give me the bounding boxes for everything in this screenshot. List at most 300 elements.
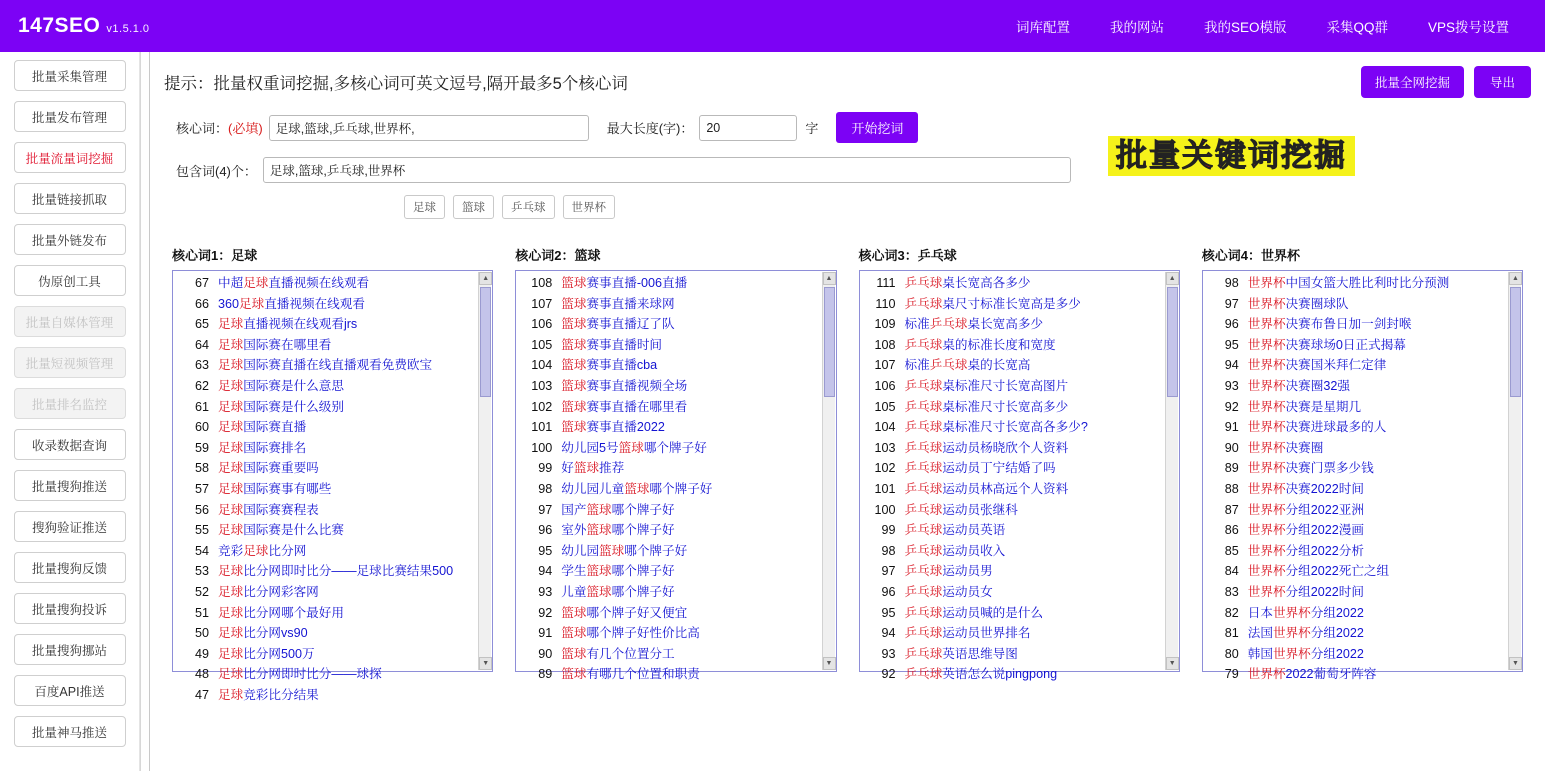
export-button[interactable]: 导出 [1474,66,1531,98]
keyword-row[interactable] [518,397,821,418]
keyword-highlight: 乒乓球 [904,378,943,393]
keyword-highlight: 世界杯 [1272,646,1311,661]
scroll-up-icon-3[interactable]: ▲ [1509,272,1522,285]
keyword-highlight: 世界杯 [1247,481,1286,496]
keyword-row[interactable] [175,273,478,294]
keyword-row[interactable] [1205,294,1508,315]
keyword-text: 乒乓球桌尺寸标准长宽高是多少 [904,296,1081,311]
keyword-text: 乒乓球运动员林高远个人资料 [904,481,1069,496]
result-column-1 [515,245,836,682]
keyword-highlight: 足球 [218,523,244,538]
keyword-row[interactable] [1205,603,1508,624]
keyword-highlight: 足球 [218,317,244,332]
keyword-highlight: 足球 [218,605,244,620]
keyword-highlight: 篮球 [618,440,644,455]
keyword-index: 53 [194,564,209,579]
keyword-text: 足球国际赛排名 [218,440,307,455]
keyword-row[interactable] [518,582,821,603]
keyword-text: 国产篮球哪个牌子好 [561,502,675,517]
keyword-row[interactable] [175,397,478,418]
keyword-row[interactable] [175,500,478,521]
keyword-row[interactable] [175,438,478,459]
keyword-row[interactable] [1205,376,1508,397]
keyword-text: 乒乓球桌长宽高各多少 [904,276,1031,290]
keyword-highlight: 乒乓球 [904,564,943,579]
keyword-row[interactable] [175,685,478,706]
sidebar-item-7: 批量短视频管理 [14,347,126,378]
keyword-highlight: 世界杯 [1247,584,1286,599]
body-area [0,52,1545,771]
keyword-row[interactable] [518,603,821,624]
keyword-index: 103 [531,378,553,393]
keyword-row[interactable] [1205,500,1508,521]
keyword-row[interactable] [175,479,478,500]
keyword-highlight: 乒乓球 [904,543,943,558]
keyword-highlight: 足球 [218,584,244,599]
keyword-highlight: 乒乓球 [904,440,943,455]
keyword-highlight: 世界杯 [1247,317,1286,332]
keyword-row[interactable] [1205,644,1508,665]
keyword-text: 世界杯分组2022分析 [1247,543,1364,558]
keyword-highlight: 世界杯 [1272,626,1311,641]
keyword-row[interactable] [518,458,821,479]
sidebar-item-16[interactable]: 批量神马推送 [14,716,126,747]
keyword-index: 101 [874,481,896,496]
keyword-highlight: 乒乓球 [929,358,968,373]
keyword-highlight: 篮球 [561,317,587,332]
keyword-row[interactable] [518,520,821,541]
keyword-row[interactable] [862,582,1165,603]
sidebar-item-14[interactable]: 批量搜狗挪站 [14,634,126,665]
keyword-index: 58 [194,461,209,476]
keyword-row[interactable] [862,520,1165,541]
keyword-row[interactable] [862,603,1165,624]
keyword-index: 94 [538,564,553,579]
listbox-inner-2 [862,273,1165,682]
scroll-down-icon-2[interactable]: ▼ [1166,657,1179,670]
sidebar-item-2[interactable]: 批量流量词挖掘 [14,142,126,173]
keyword-text: 篮球赛事直播2022 [561,420,665,435]
keyword-text: 世界杯决赛球场0日正式揭幕 [1247,337,1406,352]
keyword-row[interactable] [175,335,478,356]
keyword-text: 足球比分网彩客网 [218,584,319,599]
keyword-index: 85 [1224,543,1239,558]
keyword-index: 94 [1224,358,1239,373]
keyword-row[interactable] [175,355,478,376]
keyword-row[interactable] [862,273,1165,294]
keyword-text: 世界杯决赛是星期几 [1247,399,1362,414]
keyword-highlight: 足球 [218,420,244,435]
brand-logo [18,14,150,38]
scroll-thumb-0[interactable] [480,287,491,397]
keyword-text: 世界杯决赛布鲁日加一剑封喉 [1247,317,1412,332]
keyword-text: 篮球哪个牌子好又便宜 [561,605,688,620]
tip-text: 提示：批量权重词挖掘,多核心词可英文逗号,隔开最多5个核心词 [164,75,628,93]
keyword-index: 95 [1224,337,1239,352]
include-words-label: 包含词(4)个： [176,163,257,179]
content-frame [149,52,1545,771]
scroll-up-icon-2[interactable]: ▲ [1166,272,1179,285]
keyword-row[interactable] [518,561,821,582]
column-title-2: 核心词3：乒乓球 [858,248,957,263]
keyword-index: 67 [194,276,209,290]
keyword-row[interactable] [1205,417,1508,438]
keyword-text: 篮球有哪几个位置和职责 [561,667,700,682]
keyword-highlight: 世界杯 [1247,543,1286,558]
keyword-row[interactable] [1205,561,1508,582]
keyword-index: 89 [1224,461,1239,476]
keyword-index: 109 [874,317,896,332]
sidebar-item-0[interactable]: 批量采集管理 [14,60,126,91]
keyword-row[interactable] [862,458,1165,479]
keyword-index: 93 [538,584,553,599]
core-keyword-input[interactable] [269,115,589,141]
main-panel [140,52,1545,771]
watermark-title: 批量关键词挖掘 [1108,136,1355,176]
nav-item-keyword-config[interactable]: 词库配置 [1015,20,1070,35]
keyword-text: 足球国际赛直播在线直播观看免费欧宝 [218,358,433,373]
keyword-row[interactable] [175,664,478,685]
keyword-row[interactable] [1205,623,1508,644]
sidebar-item-1[interactable]: 批量发布管理 [14,101,126,132]
nav-item-my-sites[interactable]: 我的网站 [1109,20,1164,35]
scrollbar-3[interactable] [1508,272,1521,670]
keyword-text: 世界杯决赛门票多少钱 [1247,461,1374,476]
keyword-index: 80 [1224,646,1239,661]
keyword-highlight: 世界杯 [1247,276,1286,290]
keyword-highlight: 篮球 [561,420,587,435]
keyword-row[interactable] [862,541,1165,562]
keyword-row[interactable] [1205,397,1508,418]
keyword-text: 韩国世界杯分组2022 [1247,646,1364,661]
keyword-highlight: 乒乓球 [904,337,943,352]
brand-version: v1.5.1.0 [106,23,150,35]
result-column-2 [858,245,1180,682]
scroll-up-icon-0[interactable]: ▲ [479,272,492,285]
result-column-3 [1201,245,1523,682]
keyword-highlight: 篮球 [599,543,625,558]
chip-1[interactable]: 篮球 [453,195,494,219]
keyword-row[interactable] [175,561,478,582]
keyword-text: 乒乓球运动员世界排名 [904,626,1031,641]
keyword-row[interactable] [518,417,821,438]
keyword-row[interactable] [518,355,821,376]
chip-3[interactable]: 世界杯 [563,195,616,219]
keyword-row[interactable] [175,644,478,665]
keyword-row[interactable] [1205,664,1508,685]
keyword-index: 106 [874,378,896,393]
core-keyword-label: 核心词：(必填) [176,121,263,136]
keyword-text: 篮球赛事直播辽了队 [561,317,675,332]
keyword-row[interactable] [862,355,1165,376]
keyword-highlight: 篮球 [586,564,612,579]
max-length-unit: 字 [805,121,819,136]
scroll-thumb-2[interactable] [1167,287,1178,397]
keyword-row[interactable] [518,541,821,562]
scrollbar-0[interactable] [478,272,491,670]
column-title-1: 核心词2：篮球 [515,248,601,263]
keyword-row[interactable] [518,376,821,397]
keyword-row[interactable] [1205,458,1508,479]
keyword-row[interactable] [175,520,478,541]
keyword-row[interactable] [862,294,1165,315]
keyword-highlight: 乒乓球 [904,584,943,599]
keyword-index: 64 [194,337,209,352]
scroll-down-icon-1[interactable]: ▼ [823,657,836,670]
keyword-row[interactable] [175,294,478,315]
keyword-text: 乒乓球运动员女 [904,584,993,599]
keyword-highlight: 乒乓球 [904,667,943,682]
keyword-highlight: 世界杯 [1247,337,1286,352]
top-nav [1016,16,1545,36]
nav-item-qq-group[interactable]: 采集QQ群 [1326,20,1388,35]
keyword-index: 108 [531,276,553,290]
keyword-text: 世界杯决赛圈球队 [1247,296,1349,311]
sidebar-item-12[interactable]: 批量搜狗反馈 [14,552,126,583]
keyword-row[interactable] [1205,314,1508,335]
keyword-highlight: 世界杯 [1247,358,1286,373]
keyword-highlight: 乒乓球 [904,605,943,620]
keyword-highlight: 足球 [218,337,244,352]
keyword-index: 84 [1224,564,1239,579]
column-title-0: 核心词1：足球 [172,248,258,263]
keyword-highlight: 世界杯 [1247,502,1286,517]
keyword-listbox-2[interactable] [859,270,1180,682]
keyword-row[interactable] [1205,479,1508,500]
keyword-highlight: 足球 [218,564,244,579]
keyword-highlight: 足球 [218,358,244,373]
keyword-text: 世界杯决赛进球最多的人 [1247,420,1387,435]
keyword-index: 81 [1224,626,1239,641]
keyword-row[interactable] [1205,273,1508,294]
keyword-index: 54 [194,543,209,558]
keyword-text: 乒乓球运动员收入 [904,543,1006,558]
keyword-row[interactable] [1205,335,1508,356]
keyword-text: 世界杯分组2022时间 [1247,584,1364,599]
keyword-highlight: 世界杯 [1247,440,1286,455]
keyword-row[interactable] [518,500,821,521]
keyword-row[interactable] [862,397,1165,418]
column-title-3: 核心词4：世界杯 [1201,248,1300,263]
keyword-highlight: 足球 [218,481,244,496]
keyword-highlight: 足球 [218,440,244,455]
keyword-highlight: 足球 [218,667,244,682]
keyword-highlight: 世界杯 [1247,399,1286,414]
keyword-listbox-0[interactable] [172,270,493,702]
keyword-index: 99 [881,523,896,538]
nav-item-my-seo-templates[interactable]: 我的SEO模版 [1203,20,1287,35]
keyword-index: 62 [194,378,209,393]
keyword-index: 105 [874,399,896,414]
keyword-row[interactable] [862,644,1165,665]
keyword-index: 93 [881,646,896,661]
keyword-row[interactable] [518,294,821,315]
keyword-index: 98 [538,481,553,496]
keyword-row[interactable] [175,376,478,397]
keyword-row[interactable] [1205,582,1508,603]
keyword-row[interactable] [1205,520,1508,541]
keyword-row[interactable] [518,664,821,685]
keyword-index: 89 [538,667,553,682]
sidebar-item-10[interactable]: 批量搜狗推送 [14,470,126,501]
keyword-text: 乒乓球运动员杨晓欣个人资料 [904,440,1069,455]
keyword-highlight: 乒乓球 [904,523,943,538]
keyword-row[interactable] [862,561,1165,582]
keyword-row[interactable] [518,273,821,294]
start-mining-button[interactable]: 开始挖词 [836,112,918,143]
brand-name: 147SEO [18,14,101,37]
keyword-text: 好篮球推荐 [561,461,625,476]
keyword-text: 篮球赛事直播时间 [561,337,662,352]
scroll-up-icon-1[interactable]: ▲ [823,272,836,285]
keyword-index: 111 [876,276,896,290]
keyword-row[interactable] [862,335,1165,356]
keyword-index: 59 [194,440,209,455]
keyword-row[interactable] [862,623,1165,644]
keyword-text: 儿童篮球哪个牌子好 [561,584,675,599]
keyword-row[interactable] [175,623,478,644]
keyword-text: 竞彩足球比分网 [218,543,307,558]
chip-2[interactable]: 乒乓球 [502,195,555,219]
keyword-highlight: 篮球 [561,276,587,290]
keyword-text: 世界杯决赛2022时间 [1247,481,1364,496]
keyword-text: 足球国际赛是什么比赛 [218,523,344,538]
keyword-row[interactable] [175,541,478,562]
keyword-listbox-1[interactable] [515,270,836,682]
keyword-highlight: 乒乓球 [904,276,943,290]
keyword-row[interactable] [518,314,821,335]
keyword-index: 56 [194,502,209,517]
scroll-thumb-3[interactable] [1510,287,1521,397]
keyword-row[interactable] [518,479,821,500]
keyword-text: 足球比分网哪个最好用 [218,605,344,620]
keyword-index: 107 [531,296,553,311]
keyword-index: 107 [874,358,896,373]
keyword-row[interactable] [175,603,478,624]
keyword-listbox-3[interactable] [1202,270,1523,682]
include-words-input[interactable] [263,157,1071,183]
keyword-highlight: 篮球 [624,481,650,496]
keyword-highlight: 乒乓球 [904,420,943,435]
keyword-row[interactable] [175,417,478,438]
keyword-highlight: 篮球 [561,667,587,682]
scrollbar-2[interactable] [1165,272,1178,670]
keyword-index: 104 [874,420,896,435]
keyword-row[interactable] [862,376,1165,397]
sidebar-item-3[interactable]: 批量链接抓取 [14,183,126,214]
keyword-highlight: 篮球 [561,399,587,414]
keyword-index: 102 [874,461,896,476]
include-chips [150,183,1545,219]
max-length-input[interactable] [699,115,797,141]
keyword-index: 96 [881,584,896,599]
keyword-text: 篮球赛事直播视频全场 [561,378,688,393]
keyword-text: 世界杯2022葡萄牙阵容 [1247,667,1377,682]
sidebar-item-8: 批量排名监控 [14,388,126,419]
keyword-highlight: 世界杯 [1247,420,1286,435]
keyword-row[interactable] [862,479,1165,500]
keyword-text: 乒乓球英语思维导图 [904,646,1018,661]
sidebar-item-9[interactable]: 收录数据查询 [14,429,126,460]
keyword-highlight: 世界杯 [1247,564,1286,579]
keyword-row[interactable] [862,314,1165,335]
sidebar-item-13[interactable]: 批量搜狗投诉 [14,593,126,624]
keyword-row[interactable] [518,335,821,356]
scroll-down-icon-3[interactable]: ▼ [1509,657,1522,670]
keyword-highlight: 乒乓球 [904,646,943,661]
keyword-highlight: 篮球 [561,296,587,311]
keyword-index: 51 [194,605,209,620]
keyword-text: 乒乓球运动员喊的是什么 [904,605,1044,620]
keyword-text: 篮球赛事直播来球网 [561,296,675,311]
keyword-index: 87 [1224,502,1239,517]
keyword-highlight: 乒乓球 [929,317,968,332]
keyword-highlight: 世界杯 [1247,378,1286,393]
keyword-index: 106 [531,317,553,332]
keyword-row[interactable] [862,417,1165,438]
keyword-highlight: 足球 [218,461,244,476]
batch-全网挖掘-button[interactable]: 批量全网挖掘 [1361,66,1464,98]
keyword-row[interactable] [175,582,478,603]
nav-item-vps-dial-settings[interactable]: VPS拨号设置 [1427,20,1509,35]
keyword-index: 91 [1224,420,1239,435]
keyword-highlight: 篮球 [586,502,612,517]
keyword-text: 篮球赛事直播在哪里看 [561,399,688,414]
sidebar-item-4[interactable]: 批量外链发布 [14,224,126,255]
keyword-row[interactable] [518,644,821,665]
keyword-highlight: 世界杯 [1272,605,1311,620]
keyword-index: 50 [194,626,209,641]
keyword-index: 92 [881,667,896,682]
keyword-text: 足球国际赛重要吗 [218,461,319,476]
keyword-index: 82 [1224,605,1239,620]
keyword-text: 法国世界杯分组2022 [1247,626,1364,641]
keyword-text: 中超足球直播视频在线观看 [218,276,370,290]
keyword-row[interactable] [862,500,1165,521]
keyword-row[interactable] [862,664,1165,685]
keyword-index: 86 [1224,523,1239,538]
keyword-text: 360足球直播视频在线观看 [218,296,365,311]
keyword-highlight: 篮球 [561,337,587,352]
keyword-row[interactable] [1205,541,1508,562]
keyword-index: 103 [874,440,896,455]
keyword-row[interactable] [1205,438,1508,459]
keyword-row[interactable] [518,623,821,644]
keyword-text: 足球国际赛事有哪些 [218,481,332,496]
keyword-row[interactable] [518,438,821,459]
keyword-highlight: 乒乓球 [904,481,943,496]
sidebar-item-5[interactable]: 伪原创工具 [14,265,126,296]
keyword-row[interactable] [175,314,478,335]
scroll-down-icon-0[interactable]: ▼ [479,657,492,670]
keyword-text: 足球比分网即时比分——足球比赛结果500 [218,564,454,579]
keyword-row[interactable] [175,458,478,479]
keyword-row[interactable] [1205,355,1508,376]
keyword-text: 室外篮球哪个牌子好 [561,523,675,538]
keyword-row[interactable] [862,438,1165,459]
chip-0[interactable]: 足球 [404,195,445,219]
scroll-thumb-1[interactable] [824,287,835,397]
keyword-index: 104 [531,358,553,373]
keyword-highlight: 乒乓球 [904,399,943,414]
keyword-highlight: 足球 [243,276,269,290]
sidebar-item-11[interactable]: 搜狗验证推送 [14,511,126,542]
keyword-index: 96 [538,523,553,538]
keyword-index: 55 [194,523,209,538]
scrollbar-1[interactable] [822,272,835,670]
sidebar-item-15[interactable]: 百度API推送 [14,675,126,706]
keyword-index: 63 [194,358,209,373]
